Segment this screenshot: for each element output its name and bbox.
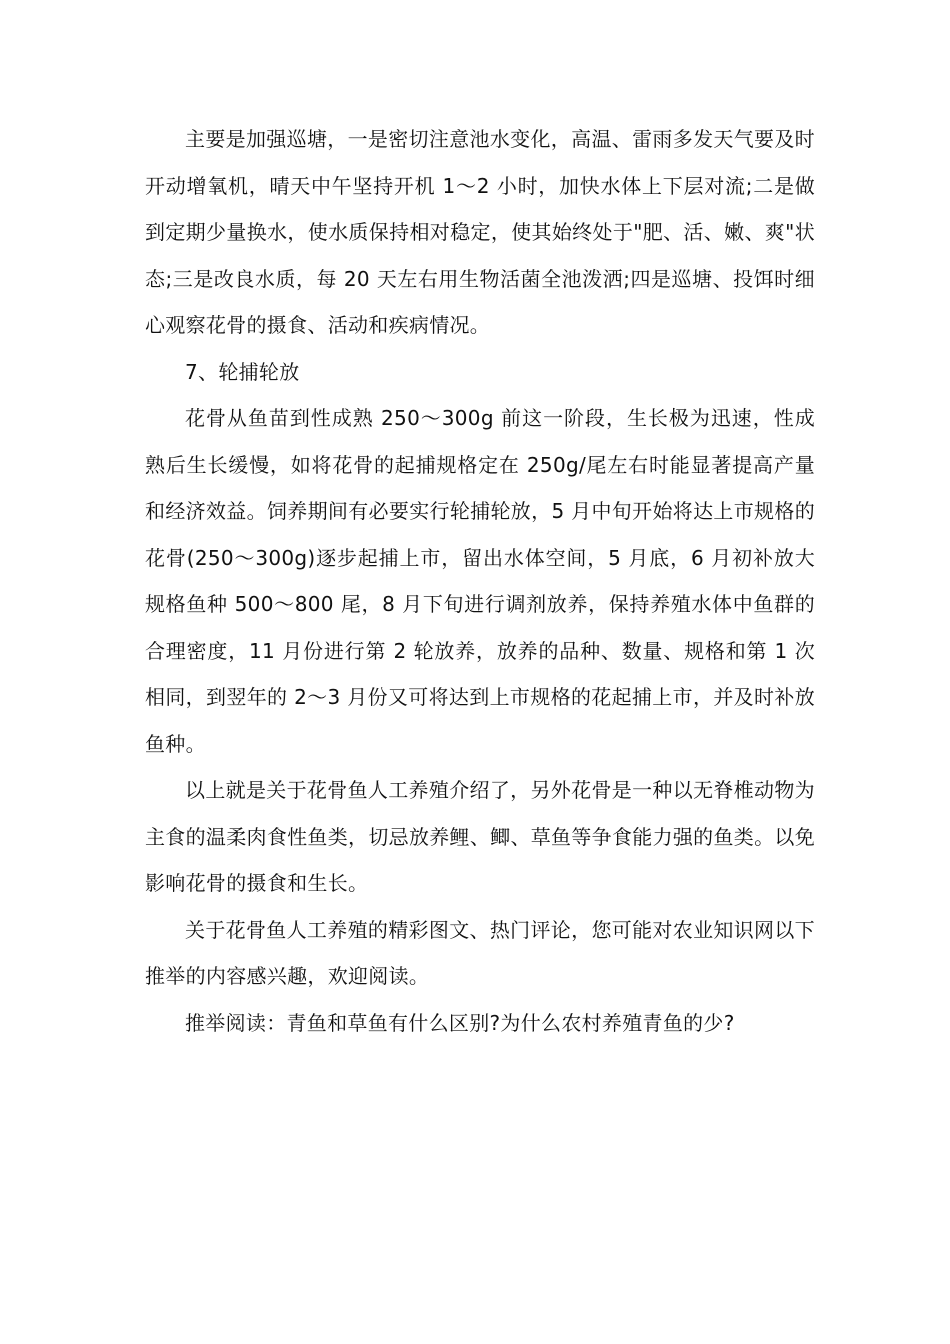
section-heading-rotation: 7、轮捕轮放 — [185, 359, 300, 384]
paragraph-summary: 以上就是关于花骨鱼人工养殖介绍了，另外花骨是一种以无脊椎动物为主食的温柔肉食性鱼类，切忌放养鲤、鲫、草鱼等争食能力强的鱼类。以免影响花骨的摄食和生长。 — [145, 778, 815, 895]
paragraph-recommended-reading: 推举阅读：青鱼和草鱼有什么区别?为什么农村养殖青鱼的少? — [185, 1010, 735, 1035]
paragraph-pond-patrol: 主要是加强巡塘，一是密切注意池水变化，高温、雷雨多发天气要及时开动增氧机，晴天中午坚持开机 1～2 小时，加快水体上下层对流;二是做到定期少量换水，使水质保持相对稳定，使其始终处于"肥、活、嫩、爽"状态;三是改良水质，每 20 天左右用生物活菌全池泼洒;四是巡塘、投饵时细心观察花骨的摄食、活动和疾病情况。 — [145, 127, 815, 337]
paragraph-rotation-harvest: 花骨从鱼苗到性成熟 250～300g 前这一阶段，生长极为迅速，性成熟后生长缓慢，如将花骨的起捕规格定在 250g/尾左右时能显著提高产量和经济效益。饲养期间有必要实行轮捕轮放，5 月中旬开始将达上市规格的花骨(250～300g)逐步起捕上市，留出水体空间，5 月底，6 月初补放大规格鱼种 500～800 尾，8 月下旬进行调剂放养，保持养殖水体中鱼群的合理密度，11 月份进行第 2 轮放养，放养的品种、数量、规格和第 1 次相同，到翌年的 2～3 月份又可将达到上市规格的花起捕上市，并及时补放鱼种。 — [145, 406, 815, 756]
document-body — [145, 116, 815, 1046]
paragraph-related-content: 关于花骨鱼人工养殖的精彩图文、热门评论，您可能对农业知识网以下推举的内容感兴趣，欢迎阅读。 — [145, 917, 815, 988]
